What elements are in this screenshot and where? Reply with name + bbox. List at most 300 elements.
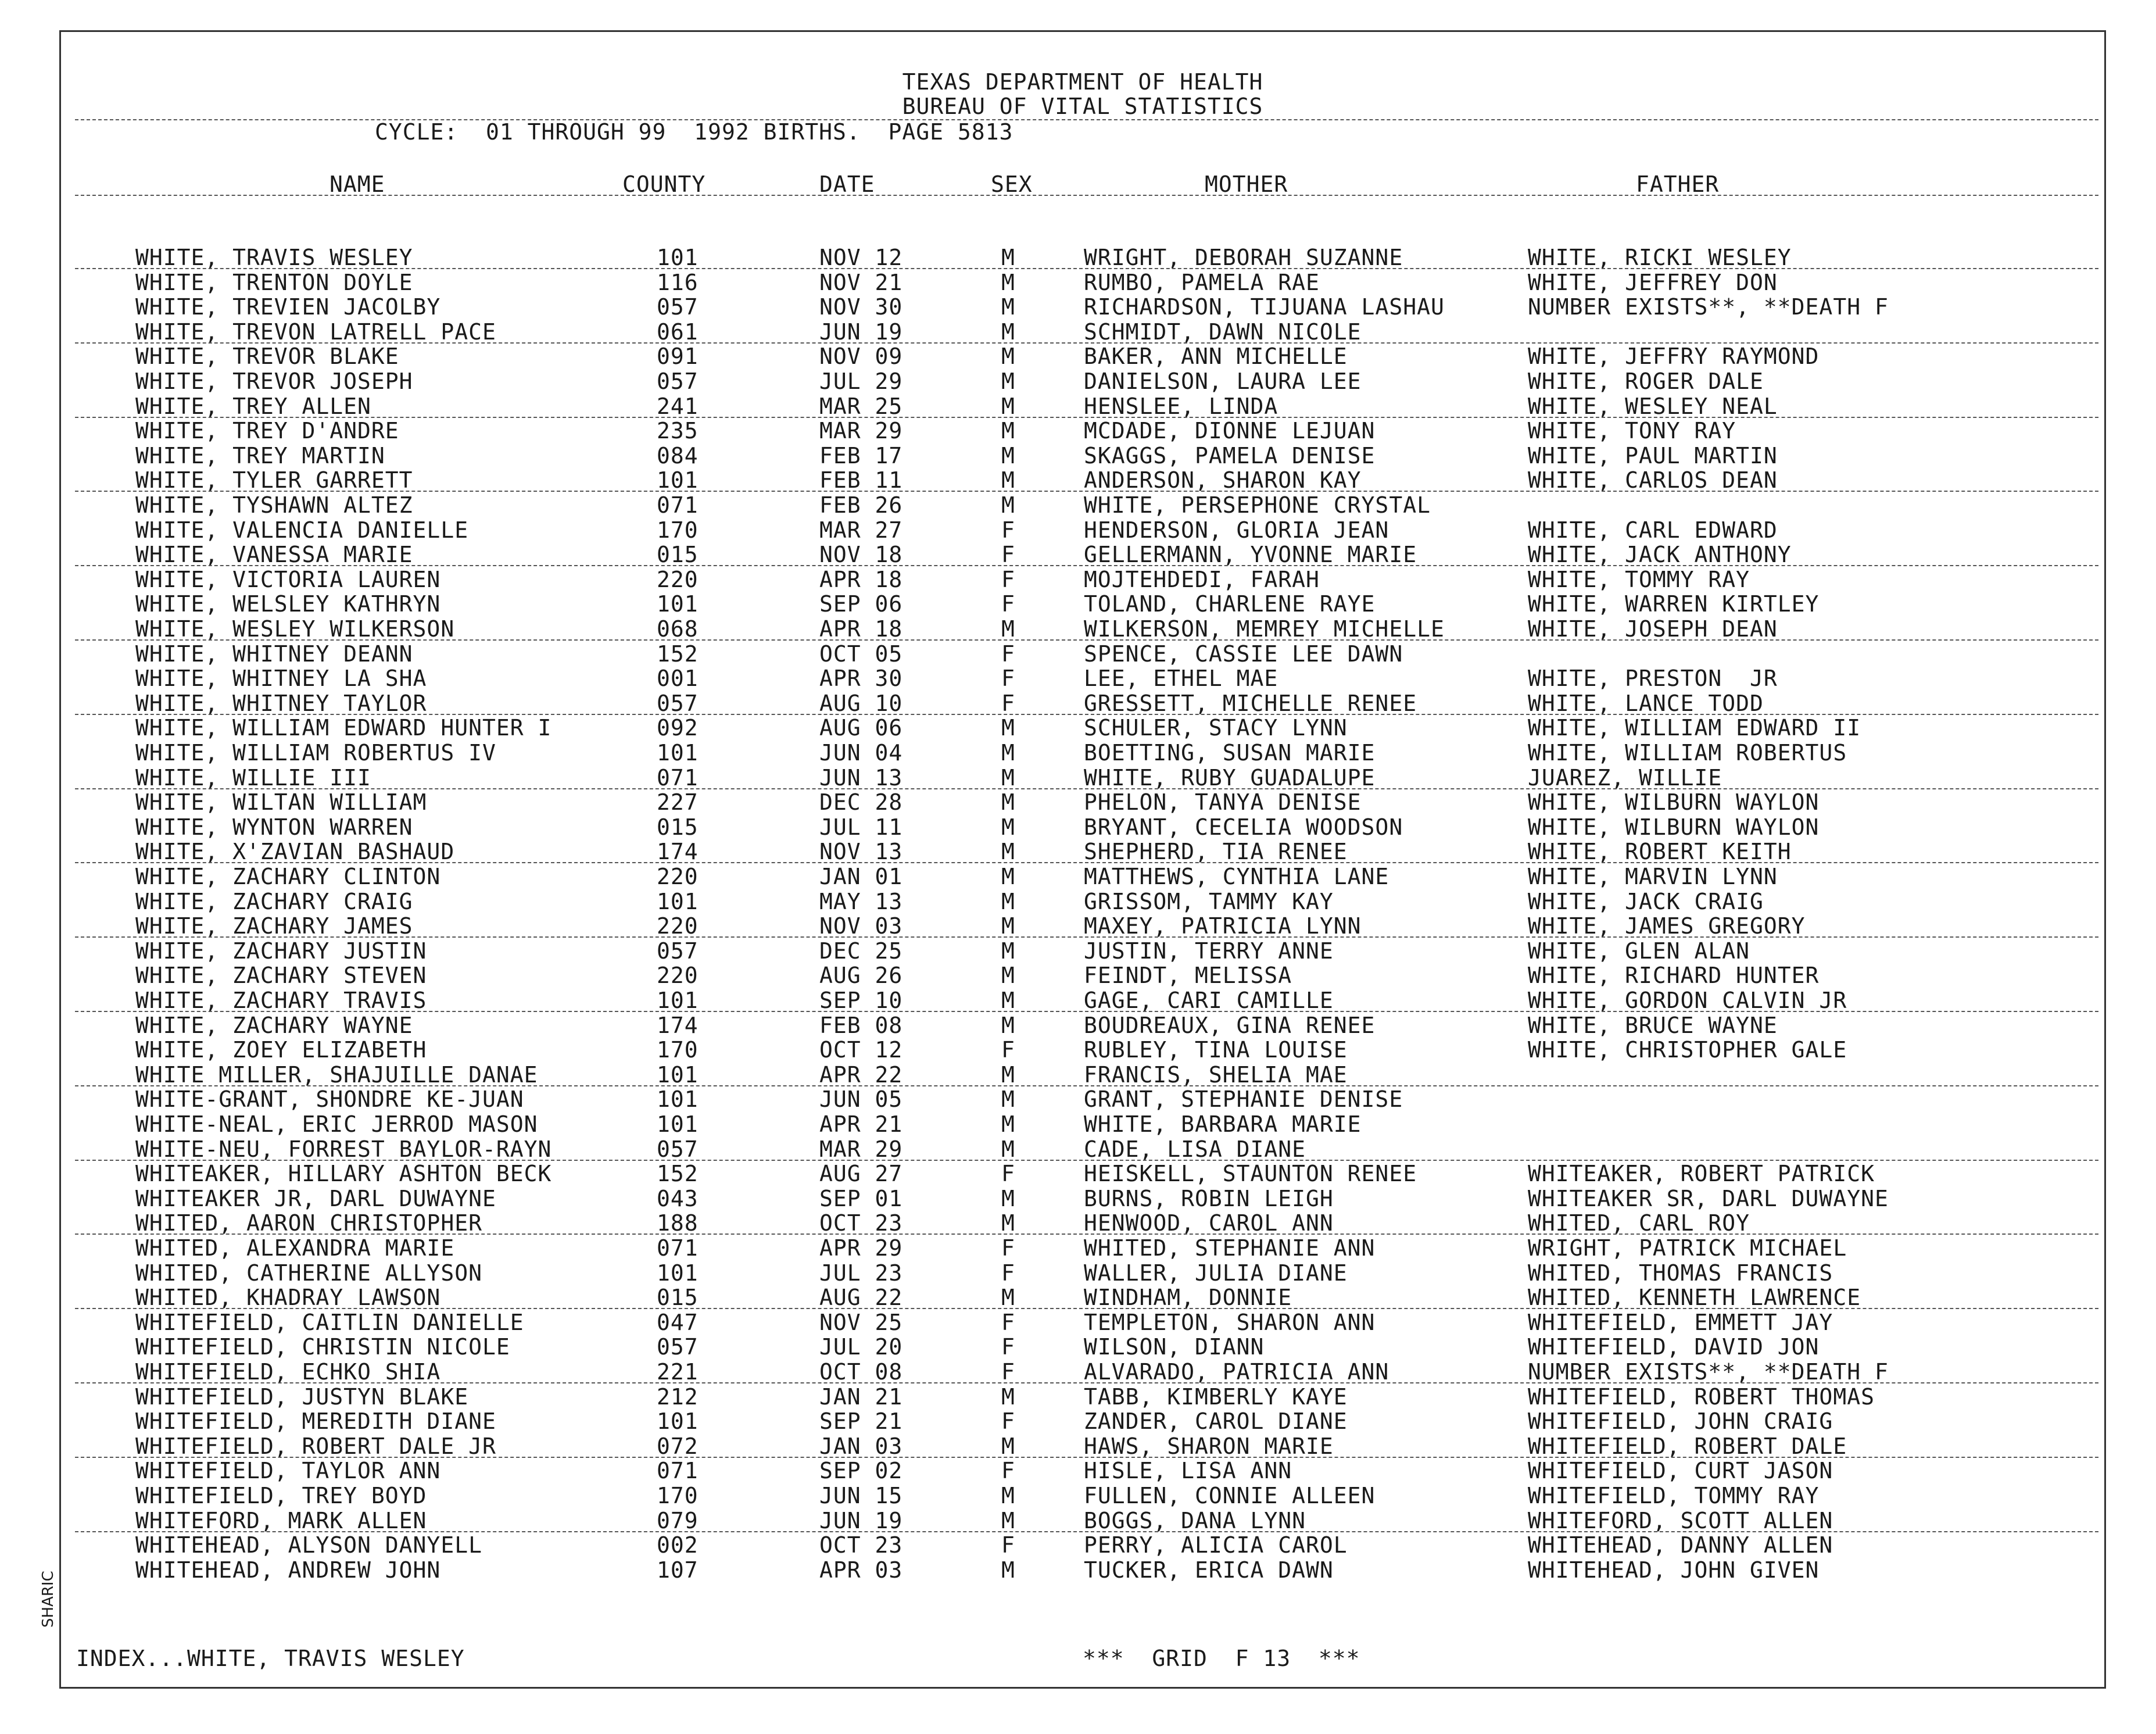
cell-county: 057 bbox=[657, 369, 699, 394]
cell-mother: SHEPHERD, TIA RENEE bbox=[1084, 839, 1348, 865]
cell-date: NOV 12 bbox=[819, 245, 903, 270]
cell-county: 057 bbox=[657, 1136, 699, 1162]
cell-county: 091 bbox=[657, 344, 699, 370]
column-header-county: COUNTY bbox=[622, 171, 706, 197]
cell-sex: F bbox=[1001, 641, 1015, 667]
table-row bbox=[61, 1113, 2104, 1137]
cell-mother: TEMPLETON, SHARON ANN bbox=[1084, 1309, 1376, 1335]
cell-county: 071 bbox=[657, 764, 699, 791]
cell-county: 235 bbox=[657, 418, 699, 444]
cell-date: APR 22 bbox=[819, 1061, 903, 1088]
cell-name: WHITEAKER JR, DARL DUWAYNE bbox=[135, 1185, 496, 1211]
cell-date: JUL 11 bbox=[819, 814, 903, 840]
cell-date: APR 21 bbox=[819, 1111, 903, 1137]
table-row bbox=[61, 1385, 2104, 1410]
cell-sex: M bbox=[1001, 740, 1015, 766]
cell-name: WHITEFIELD, CHRISTIN NICOLE bbox=[135, 1334, 510, 1360]
table-row bbox=[61, 1286, 2104, 1310]
column-header-sex: SEX bbox=[991, 171, 1033, 197]
table-row bbox=[61, 295, 2104, 320]
cell-sex: M bbox=[1001, 814, 1015, 840]
cell-date: JUL 20 bbox=[819, 1334, 903, 1360]
cell-sex: F bbox=[1001, 1532, 1015, 1558]
cell-county: 079 bbox=[657, 1507, 699, 1533]
cell-name: WHITE, ZACHARY CRAIG bbox=[135, 888, 413, 914]
cell-name: WHITE, TREY D'ANDRE bbox=[135, 418, 399, 444]
cell-county: 101 bbox=[657, 1086, 699, 1113]
column-header-mother: MOTHER bbox=[1205, 171, 1288, 197]
cell-sex: F bbox=[1001, 1408, 1015, 1435]
cell-sex: M bbox=[1001, 418, 1015, 444]
cell-father: WHITED, KENNETH LAWRENCE bbox=[1528, 1285, 1861, 1311]
table-row bbox=[61, 840, 2104, 864]
cell-father: WHITE, CARL EDWARD bbox=[1528, 517, 1778, 543]
cell-date: DEC 28 bbox=[819, 789, 903, 816]
cell-sex: M bbox=[1001, 369, 1015, 394]
cell-father: WHITE, WILLIAM ROBERTUS bbox=[1528, 740, 1847, 766]
cell-name: WHITE-NEU, FORREST BAYLOR-RAYN bbox=[135, 1136, 552, 1162]
cell-mother: CADE, LISA DIANE bbox=[1084, 1136, 1306, 1162]
cell-mother: WHITE, RUBY GUADALUPE bbox=[1084, 764, 1376, 791]
cell-date: NOV 13 bbox=[819, 839, 903, 865]
table-row bbox=[61, 1484, 2104, 1508]
cell-sex: M bbox=[1001, 393, 1015, 419]
cell-date: AUG 22 bbox=[819, 1285, 903, 1311]
cell-name: WHITE-NEAL, ERIC JERROD MASON bbox=[135, 1111, 538, 1137]
cell-name: WHITEFIELD, ROBERT DALE JR bbox=[135, 1433, 496, 1459]
cell-date: NOV 25 bbox=[819, 1309, 903, 1335]
table-row bbox=[61, 939, 2104, 964]
cell-date: JAN 03 bbox=[819, 1433, 903, 1459]
cell-father: WHITE, JOSEPH DEAN bbox=[1528, 616, 1778, 642]
cell-mother: WRIGHT, DEBORAH SUZANNE bbox=[1084, 245, 1403, 270]
cell-mother: WHITED, STEPHANIE ANN bbox=[1084, 1235, 1376, 1261]
index-footer: INDEX...WHITE, TRAVIS WESLEY bbox=[76, 1646, 465, 1671]
cell-date: OCT 05 bbox=[819, 641, 903, 667]
cell-mother: HENSLEE, LINDA bbox=[1084, 393, 1278, 419]
column-header-rule bbox=[75, 195, 2098, 196]
cell-mother: RUBLEY, TINA LOUISE bbox=[1084, 1037, 1348, 1063]
cell-county: 084 bbox=[657, 442, 699, 469]
cell-county: 241 bbox=[657, 393, 699, 419]
row-underline bbox=[75, 268, 2098, 269]
table-row bbox=[61, 716, 2104, 741]
cell-mother: FRANCIS, SHELIA MAE bbox=[1084, 1061, 1348, 1088]
cell-county: 071 bbox=[657, 1235, 699, 1261]
cell-father: WHITE, TONY RAY bbox=[1528, 418, 1736, 444]
cell-county: 057 bbox=[657, 690, 699, 716]
cell-sex: F bbox=[1001, 1161, 1015, 1187]
cell-mother: GRANT, STEPHANIE DENISE bbox=[1084, 1086, 1403, 1113]
cell-name: WHITE, WILTAN WILLIAM bbox=[135, 789, 427, 816]
cell-mother: WALLER, JULIA DIANE bbox=[1084, 1260, 1348, 1286]
cell-county: 221 bbox=[657, 1359, 699, 1385]
cell-name: WHITEAKER, HILLARY ASHTON BECK bbox=[135, 1161, 552, 1187]
table-row bbox=[61, 1435, 2104, 1459]
cell-name: WHITE, TREVOR BLAKE bbox=[135, 344, 399, 370]
cell-name: WHITEHEAD, ALYSON DANYELL bbox=[135, 1532, 482, 1558]
cell-county: 174 bbox=[657, 1012, 699, 1038]
cell-county: 220 bbox=[657, 864, 699, 889]
cell-father: WHITED, THOMAS FRANCIS bbox=[1528, 1260, 1833, 1286]
table-row bbox=[61, 592, 2104, 617]
cell-date: JUN 13 bbox=[819, 764, 903, 791]
table-row bbox=[61, 1236, 2104, 1261]
cell-sex: F bbox=[1001, 666, 1015, 692]
cell-date: OCT 23 bbox=[819, 1210, 903, 1236]
cell-name: WHITE, VICTORIA LAUREN bbox=[135, 566, 441, 592]
cell-sex: M bbox=[1001, 1383, 1015, 1410]
cycle-line: CYCLE: 01 THROUGH 99 1992 BIRTHS. PAGE 5813 bbox=[375, 119, 1013, 145]
cell-sex: M bbox=[1001, 1557, 1015, 1583]
cell-sex: F bbox=[1001, 1037, 1015, 1063]
cell-county: 057 bbox=[657, 938, 699, 964]
cell-sex: M bbox=[1001, 245, 1015, 270]
cell-date: APR 29 bbox=[819, 1235, 903, 1261]
cell-father: JUAREZ, WILLIE bbox=[1528, 764, 1722, 791]
cell-mother: BOUDREAUX, GINA RENEE bbox=[1084, 1012, 1376, 1038]
cell-county: 227 bbox=[657, 789, 699, 816]
column-header-name: NAME bbox=[330, 171, 385, 197]
cell-sex: M bbox=[1001, 1136, 1015, 1162]
cell-sex: M bbox=[1001, 1433, 1015, 1459]
cell-father: WRIGHT, PATRICK MICHAEL bbox=[1528, 1235, 1847, 1261]
cell-mother: RUMBO, PAMELA RAE bbox=[1084, 269, 1320, 295]
cell-father: WHITEFORD, SCOTT ALLEN bbox=[1528, 1507, 1833, 1533]
cell-date: AUG 26 bbox=[819, 963, 903, 989]
cell-sex: F bbox=[1001, 591, 1015, 617]
cell-mother: WINDHAM, DONNIE bbox=[1084, 1285, 1292, 1311]
cell-name: WHITED, AARON CHRISTOPHER bbox=[135, 1210, 482, 1236]
cell-mother: BOETTING, SUSAN MARIE bbox=[1084, 740, 1376, 766]
table-row bbox=[61, 1533, 2104, 1558]
cell-sex: F bbox=[1001, 1458, 1015, 1484]
cell-sex: M bbox=[1001, 839, 1015, 865]
grid-footer: *** GRID F 13 *** bbox=[1083, 1646, 1360, 1671]
cell-father: WHITEFIELD, DAVID JON bbox=[1528, 1334, 1820, 1360]
row-underline bbox=[75, 1308, 2098, 1309]
cell-father: WHITE, LANCE TODD bbox=[1528, 690, 1764, 716]
cell-father: WHITE, PAUL MARTIN bbox=[1528, 442, 1778, 469]
cell-father: WHITE, WILLIAM EDWARD II bbox=[1528, 715, 1861, 741]
cell-county: 057 bbox=[657, 294, 699, 320]
cell-county: 101 bbox=[657, 888, 699, 914]
cell-date: NOV 21 bbox=[819, 269, 903, 295]
cell-mother: ZANDER, CAROL DIANE bbox=[1084, 1408, 1348, 1435]
cell-date: NOV 30 bbox=[819, 294, 903, 320]
cell-name: WHITEHEAD, ANDREW JOHN bbox=[135, 1557, 441, 1583]
cell-county: 152 bbox=[657, 1161, 699, 1187]
table-row bbox=[61, 370, 2104, 394]
cell-name: WHITED, ALEXANDRA MARIE bbox=[135, 1235, 455, 1261]
cell-mother: PHELON, TANYA DENISE bbox=[1084, 789, 1362, 816]
cell-date: APR 30 bbox=[819, 666, 903, 692]
cell-name: WHITE, ZOEY ELIZABETH bbox=[135, 1037, 427, 1063]
cell-father: WHITE, JAMES GREGORY bbox=[1528, 913, 1806, 939]
cell-father: WHITE, WILBURN WAYLON bbox=[1528, 789, 1820, 816]
cell-name: WHITE, TREVON LATRELL PACE bbox=[135, 319, 496, 345]
cell-mother: MAXEY, PATRICIA LYNN bbox=[1084, 913, 1362, 939]
row-underline bbox=[75, 639, 2098, 641]
cell-date: JUN 04 bbox=[819, 740, 903, 766]
cell-name: WHITE, TREVIEN JACOLBY bbox=[135, 294, 441, 320]
table-row bbox=[61, 271, 2104, 295]
row-underline bbox=[75, 1011, 2098, 1012]
cell-sex: M bbox=[1001, 1086, 1015, 1113]
table-row bbox=[61, 1558, 2104, 1583]
table-row bbox=[61, 395, 2104, 419]
cell-date: SEP 06 bbox=[819, 591, 903, 617]
cell-county: 101 bbox=[657, 988, 699, 1013]
table-row bbox=[61, 667, 2104, 691]
cell-father: WHITEFIELD, ROBERT THOMAS bbox=[1528, 1383, 1875, 1410]
cell-date: MAR 25 bbox=[819, 393, 903, 419]
cell-father: WHITEFIELD, EMMETT JAY bbox=[1528, 1309, 1833, 1335]
cell-county: 002 bbox=[657, 1532, 699, 1558]
cell-mother: WILSON, DIANN bbox=[1084, 1334, 1265, 1360]
cell-father: WHITEHEAD, DANNY ALLEN bbox=[1528, 1532, 1833, 1558]
cell-sex: M bbox=[1001, 294, 1015, 320]
cell-county: 101 bbox=[657, 740, 699, 766]
cell-sex: M bbox=[1001, 269, 1015, 295]
cell-date: NOV 03 bbox=[819, 913, 903, 939]
cell-date: SEP 02 bbox=[819, 1458, 903, 1484]
cell-county: 101 bbox=[657, 467, 699, 494]
cell-date: AUG 10 bbox=[819, 690, 903, 716]
cell-mother: BOGGS, DANA LYNN bbox=[1084, 1507, 1306, 1533]
table-row bbox=[61, 964, 2104, 988]
cell-date: MAY 13 bbox=[819, 888, 903, 914]
table-row bbox=[61, 1162, 2104, 1186]
cell-sex: F bbox=[1001, 566, 1015, 592]
cell-county: 001 bbox=[657, 666, 699, 692]
cell-mother: ALVARADO, PATRICIA ANN bbox=[1084, 1359, 1389, 1385]
table-row bbox=[61, 345, 2104, 369]
cell-mother: BURNS, ROBIN LEIGH bbox=[1084, 1185, 1334, 1211]
cell-name: WHITE, X'ZAVIAN BASHAUD bbox=[135, 839, 455, 865]
table-row bbox=[61, 692, 2104, 716]
table-row bbox=[61, 1211, 2104, 1236]
cell-county: 071 bbox=[657, 492, 699, 518]
cell-sex: M bbox=[1001, 938, 1015, 964]
bureau-title: BUREAU OF VITAL STATISTICS bbox=[902, 94, 1263, 119]
cell-name: WHITE, VANESSA MARIE bbox=[135, 542, 413, 568]
cell-county: 170 bbox=[657, 1037, 699, 1063]
cell-county: 220 bbox=[657, 913, 699, 939]
cell-county: 061 bbox=[657, 319, 699, 345]
table-row bbox=[61, 1138, 2104, 1162]
cell-sex: M bbox=[1001, 319, 1015, 345]
cell-mother: LEE, ETHEL MAE bbox=[1084, 666, 1278, 692]
cell-father: WHITE, WESLEY NEAL bbox=[1528, 393, 1778, 419]
cell-mother: TUCKER, ERICA DAWN bbox=[1084, 1557, 1334, 1583]
cell-date: SEP 21 bbox=[819, 1408, 903, 1435]
cell-date: FEB 17 bbox=[819, 442, 903, 469]
cell-mother: HEISKELL, STAUNTON RENEE bbox=[1084, 1161, 1417, 1187]
cell-father: WHITE, CHRISTOPHER GALE bbox=[1528, 1037, 1847, 1063]
cell-mother: GRESSETT, MICHELLE RENEE bbox=[1084, 690, 1417, 716]
table-row bbox=[61, 444, 2104, 469]
cell-mother: SKAGGS, PAMELA DENISE bbox=[1084, 442, 1376, 469]
table-row bbox=[61, 989, 2104, 1013]
table-row bbox=[61, 1311, 2104, 1335]
cell-date: JUN 05 bbox=[819, 1086, 903, 1113]
row-underline bbox=[75, 1382, 2098, 1383]
cell-father: WHITEFIELD, CURT JASON bbox=[1528, 1458, 1833, 1484]
cell-mother: GRISSOM, TAMMY KAY bbox=[1084, 888, 1334, 914]
cell-father: WHITE, CARLOS DEAN bbox=[1528, 467, 1778, 494]
cell-county: 047 bbox=[657, 1309, 699, 1335]
cell-date: NOV 09 bbox=[819, 344, 903, 370]
cell-sex: M bbox=[1001, 988, 1015, 1013]
cell-mother: MOJTEHDEDI, FARAH bbox=[1084, 566, 1320, 592]
column-header-date: DATE bbox=[819, 171, 875, 197]
cell-mother: MCDADE, DIONNE LEJUAN bbox=[1084, 418, 1376, 444]
cell-date: SEP 10 bbox=[819, 988, 903, 1013]
cell-sex: M bbox=[1001, 864, 1015, 889]
table-row bbox=[61, 469, 2104, 493]
table-row bbox=[61, 791, 2104, 815]
cell-mother: MATTHEWS, CYNTHIA LANE bbox=[1084, 864, 1389, 889]
cell-county: 072 bbox=[657, 1433, 699, 1459]
cell-mother: DANIELSON, LAURA LEE bbox=[1084, 369, 1362, 394]
cell-mother: TABB, KIMBERLY KAYE bbox=[1084, 1383, 1348, 1410]
table-row bbox=[61, 1014, 2104, 1038]
cell-county: 220 bbox=[657, 566, 699, 592]
cell-sex: M bbox=[1001, 1061, 1015, 1088]
cell-mother: GELLERMANN, YVONNE MARIE bbox=[1084, 542, 1417, 568]
cell-mother: WHITE, BARBARA MARIE bbox=[1084, 1111, 1362, 1137]
cell-county: 015 bbox=[657, 1285, 699, 1311]
cell-name: WHITEFIELD, TAYLOR ANN bbox=[135, 1458, 441, 1484]
table-row bbox=[61, 246, 2104, 270]
cell-name: WHITE, TYLER GARRETT bbox=[135, 467, 413, 494]
cell-father: WHITE, MARVIN LYNN bbox=[1528, 864, 1778, 889]
cell-sex: M bbox=[1001, 1111, 1015, 1137]
cell-father: WHITE, JEFFREY DON bbox=[1528, 269, 1778, 295]
cell-father: WHITEFIELD, ROBERT DALE bbox=[1528, 1433, 1847, 1459]
cell-name: WHITEFIELD, MEREDITH DIANE bbox=[135, 1408, 496, 1435]
table-row bbox=[61, 766, 2104, 791]
cell-name: WHITE, TREY MARTIN bbox=[135, 442, 385, 469]
table-row bbox=[61, 617, 2104, 642]
cell-date: SEP 01 bbox=[819, 1185, 903, 1211]
cell-name: WHITED, KHADRAY LAWSON bbox=[135, 1285, 441, 1311]
cell-county: 101 bbox=[657, 245, 699, 270]
cell-county: 101 bbox=[657, 1408, 699, 1435]
cell-mother: TOLAND, CHARLENE RAYE bbox=[1084, 591, 1376, 617]
cell-mother: BAKER, ANN MICHELLE bbox=[1084, 344, 1348, 370]
cell-sex: M bbox=[1001, 715, 1015, 741]
cell-sex: M bbox=[1001, 492, 1015, 518]
table-row bbox=[61, 1360, 2104, 1385]
row-underline bbox=[75, 565, 2098, 566]
cell-father: WHITE, PRESTON JR bbox=[1528, 666, 1778, 692]
table-row bbox=[61, 741, 2104, 766]
cell-father: WHITE, WARREN KIRTLEY bbox=[1528, 591, 1820, 617]
cell-name: WHITE, ZACHARY CLINTON bbox=[135, 864, 441, 889]
cell-sex: F bbox=[1001, 690, 1015, 716]
column-header-row bbox=[61, 173, 2104, 197]
table-row bbox=[61, 519, 2104, 543]
cell-father: WHITE, ROBERT KEITH bbox=[1528, 839, 1792, 865]
cell-county: 015 bbox=[657, 814, 699, 840]
cell-name: WHITE, ZACHARY JUSTIN bbox=[135, 938, 427, 964]
cell-date: AUG 27 bbox=[819, 1161, 903, 1187]
cell-sex: F bbox=[1001, 517, 1015, 543]
cell-name: WHITED, CATHERINE ALLYSON bbox=[135, 1260, 482, 1286]
cell-name: WHITE, WYNTON WARREN bbox=[135, 814, 413, 840]
cell-date: OCT 08 bbox=[819, 1359, 903, 1385]
cell-mother: BRYANT, CECELIA WOODSON bbox=[1084, 814, 1403, 840]
cell-sex: M bbox=[1001, 467, 1015, 494]
cell-father: WHITE, ROGER DALE bbox=[1528, 369, 1764, 394]
cell-name: WHITEFIELD, CAITLIN DANIELLE bbox=[135, 1309, 524, 1335]
cell-father: WHITE, BRUCE WAYNE bbox=[1528, 1012, 1778, 1038]
cell-date: JAN 21 bbox=[819, 1383, 903, 1410]
cell-sex: M bbox=[1001, 1483, 1015, 1508]
table-row bbox=[61, 543, 2104, 567]
cell-sex: M bbox=[1001, 1507, 1015, 1533]
cell-county: 057 bbox=[657, 1334, 699, 1360]
cell-mother: FULLEN, CONNIE ALLEEN bbox=[1084, 1483, 1376, 1508]
cell-mother: WHITE, PERSEPHONE CRYSTAL bbox=[1084, 492, 1431, 518]
cell-county: 101 bbox=[657, 1260, 699, 1286]
cell-date: NOV 18 bbox=[819, 542, 903, 568]
cell-date: FEB 26 bbox=[819, 492, 903, 518]
table-row bbox=[61, 1088, 2104, 1112]
cell-county: 043 bbox=[657, 1185, 699, 1211]
cell-sex: M bbox=[1001, 913, 1015, 939]
cell-county: 152 bbox=[657, 641, 699, 667]
cell-county: 170 bbox=[657, 1483, 699, 1508]
cell-father: WHITEAKER SR, DARL DUWAYNE bbox=[1528, 1185, 1889, 1211]
cell-name: WHITE, WILLIAM ROBERTUS IV bbox=[135, 740, 496, 766]
cell-date: OCT 23 bbox=[819, 1532, 903, 1558]
cell-name: WHITEFIELD, JUSTYN BLAKE bbox=[135, 1383, 469, 1410]
cell-name: WHITE, ZACHARY JAMES bbox=[135, 913, 413, 939]
cell-name: WHITE, TRENTON DOYLE bbox=[135, 269, 413, 295]
cell-sex: M bbox=[1001, 963, 1015, 989]
cell-father: WHITEFIELD, JOHN CRAIG bbox=[1528, 1408, 1833, 1435]
table-row bbox=[61, 494, 2104, 518]
cell-name: WHITE, WESLEY WILKERSON bbox=[135, 616, 455, 642]
cell-county: 188 bbox=[657, 1210, 699, 1236]
cell-date: JUN 15 bbox=[819, 1483, 903, 1508]
cell-father: WHITE, JEFFRY RAYMOND bbox=[1528, 344, 1820, 370]
cell-mother: WILKERSON, MEMREY MICHELLE bbox=[1084, 616, 1445, 642]
cell-father: WHITE, RICHARD HUNTER bbox=[1528, 963, 1820, 989]
cell-county: 212 bbox=[657, 1383, 699, 1410]
cell-mother: GAGE, CARI CAMILLE bbox=[1084, 988, 1334, 1013]
cell-county: 220 bbox=[657, 963, 699, 989]
table-row bbox=[61, 568, 2104, 592]
table-row bbox=[61, 1063, 2104, 1088]
cell-sex: F bbox=[1001, 1359, 1015, 1385]
table-row bbox=[61, 642, 2104, 667]
cell-name: WHITE, TREVOR JOSEPH bbox=[135, 369, 413, 394]
cell-name: WHITE, WELSLEY KATHRYN bbox=[135, 591, 441, 617]
cell-name: WHITE, WHITNEY TAYLOR bbox=[135, 690, 427, 716]
cell-mother: FEINDT, MELISSA bbox=[1084, 963, 1292, 989]
cell-father: WHITE, WILBURN WAYLON bbox=[1528, 814, 1820, 840]
cell-father: WHITE, JACK ANTHONY bbox=[1528, 542, 1792, 568]
table-row bbox=[61, 320, 2104, 345]
cell-county: 116 bbox=[657, 269, 699, 295]
cell-sex: M bbox=[1001, 1285, 1015, 1311]
cell-mother: PERRY, ALICIA CAROL bbox=[1084, 1532, 1348, 1558]
cell-father: WHITE, GLEN ALAN bbox=[1528, 938, 1750, 964]
